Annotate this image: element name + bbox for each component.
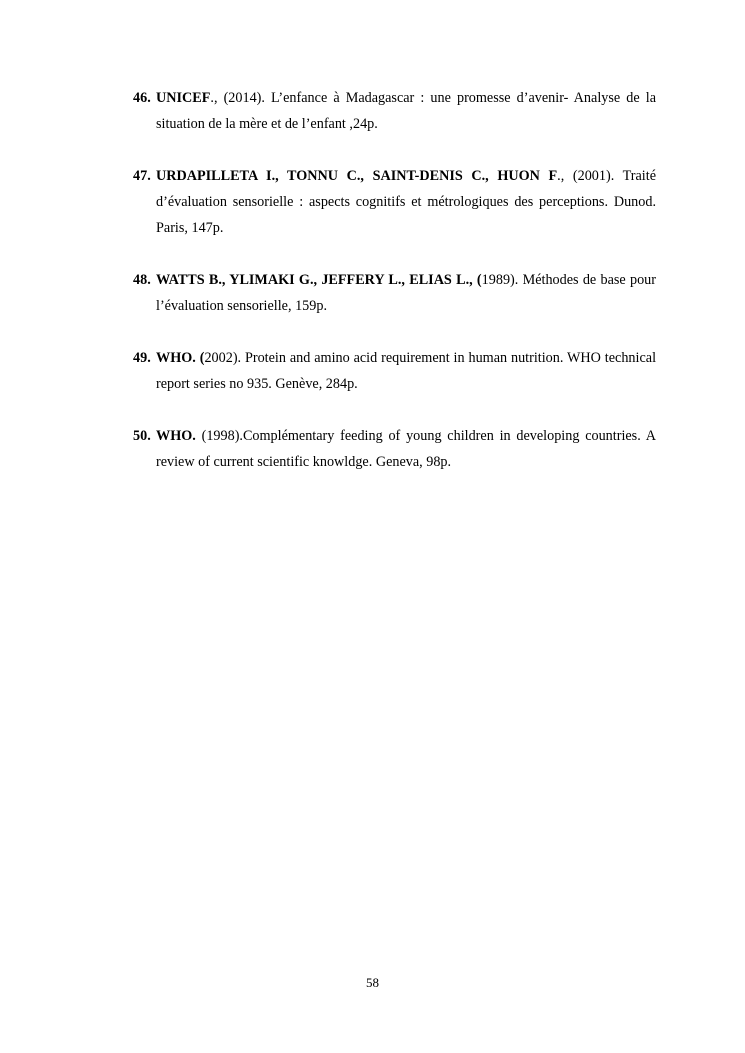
reference-authors: UNICEF (156, 90, 211, 106)
reference-number: 49. (133, 350, 151, 366)
reference-authors: WHO. (156, 428, 196, 444)
reference-details: ., (2001). Traité d’évaluation sensorielle : aspects cognitifs et métrologiques des perceptions. Dunod. Paris, 147p. (156, 168, 656, 236)
reference-details: 1989). Méthodes de base pour l’évaluation sensorielle, 159p. (156, 272, 656, 314)
reference-item (133, 423, 656, 475)
reference-details: 2002). Protein and amino acid requirement in human nutrition. WHO technical report series no 935. Genève, 284p. (156, 350, 657, 392)
reference-item (133, 267, 656, 319)
reference-details: (1998).Complémentary feeding of young children in developing countries. A review of current scientific knowldge. Geneva, 98p. (156, 428, 656, 470)
reference-number: 46. (133, 90, 151, 106)
reference-authors: URDAPILLETA I., TONNU C., SAINT-DENIS C., HUON F (156, 168, 558, 184)
reference-number: 48. (133, 272, 151, 288)
reference-authors: WHO. ( (156, 350, 205, 366)
reference-item (133, 345, 656, 397)
reference-number: 50. (133, 428, 151, 444)
page-number: 58 (366, 975, 379, 990)
reference-details: ., (2014). L’enfance à Madagascar : une promesse d’avenir- Analyse de la situation de la mère et de l’enfant ,24p. (156, 90, 656, 132)
reference-item (133, 163, 656, 241)
reference-authors: WATTS B., YLIMAKI G., JEFFERY L., ELIAS L., ( (156, 272, 482, 288)
reference-number: 47. (133, 168, 151, 184)
reference-list (133, 85, 656, 501)
reference-item (133, 85, 656, 137)
